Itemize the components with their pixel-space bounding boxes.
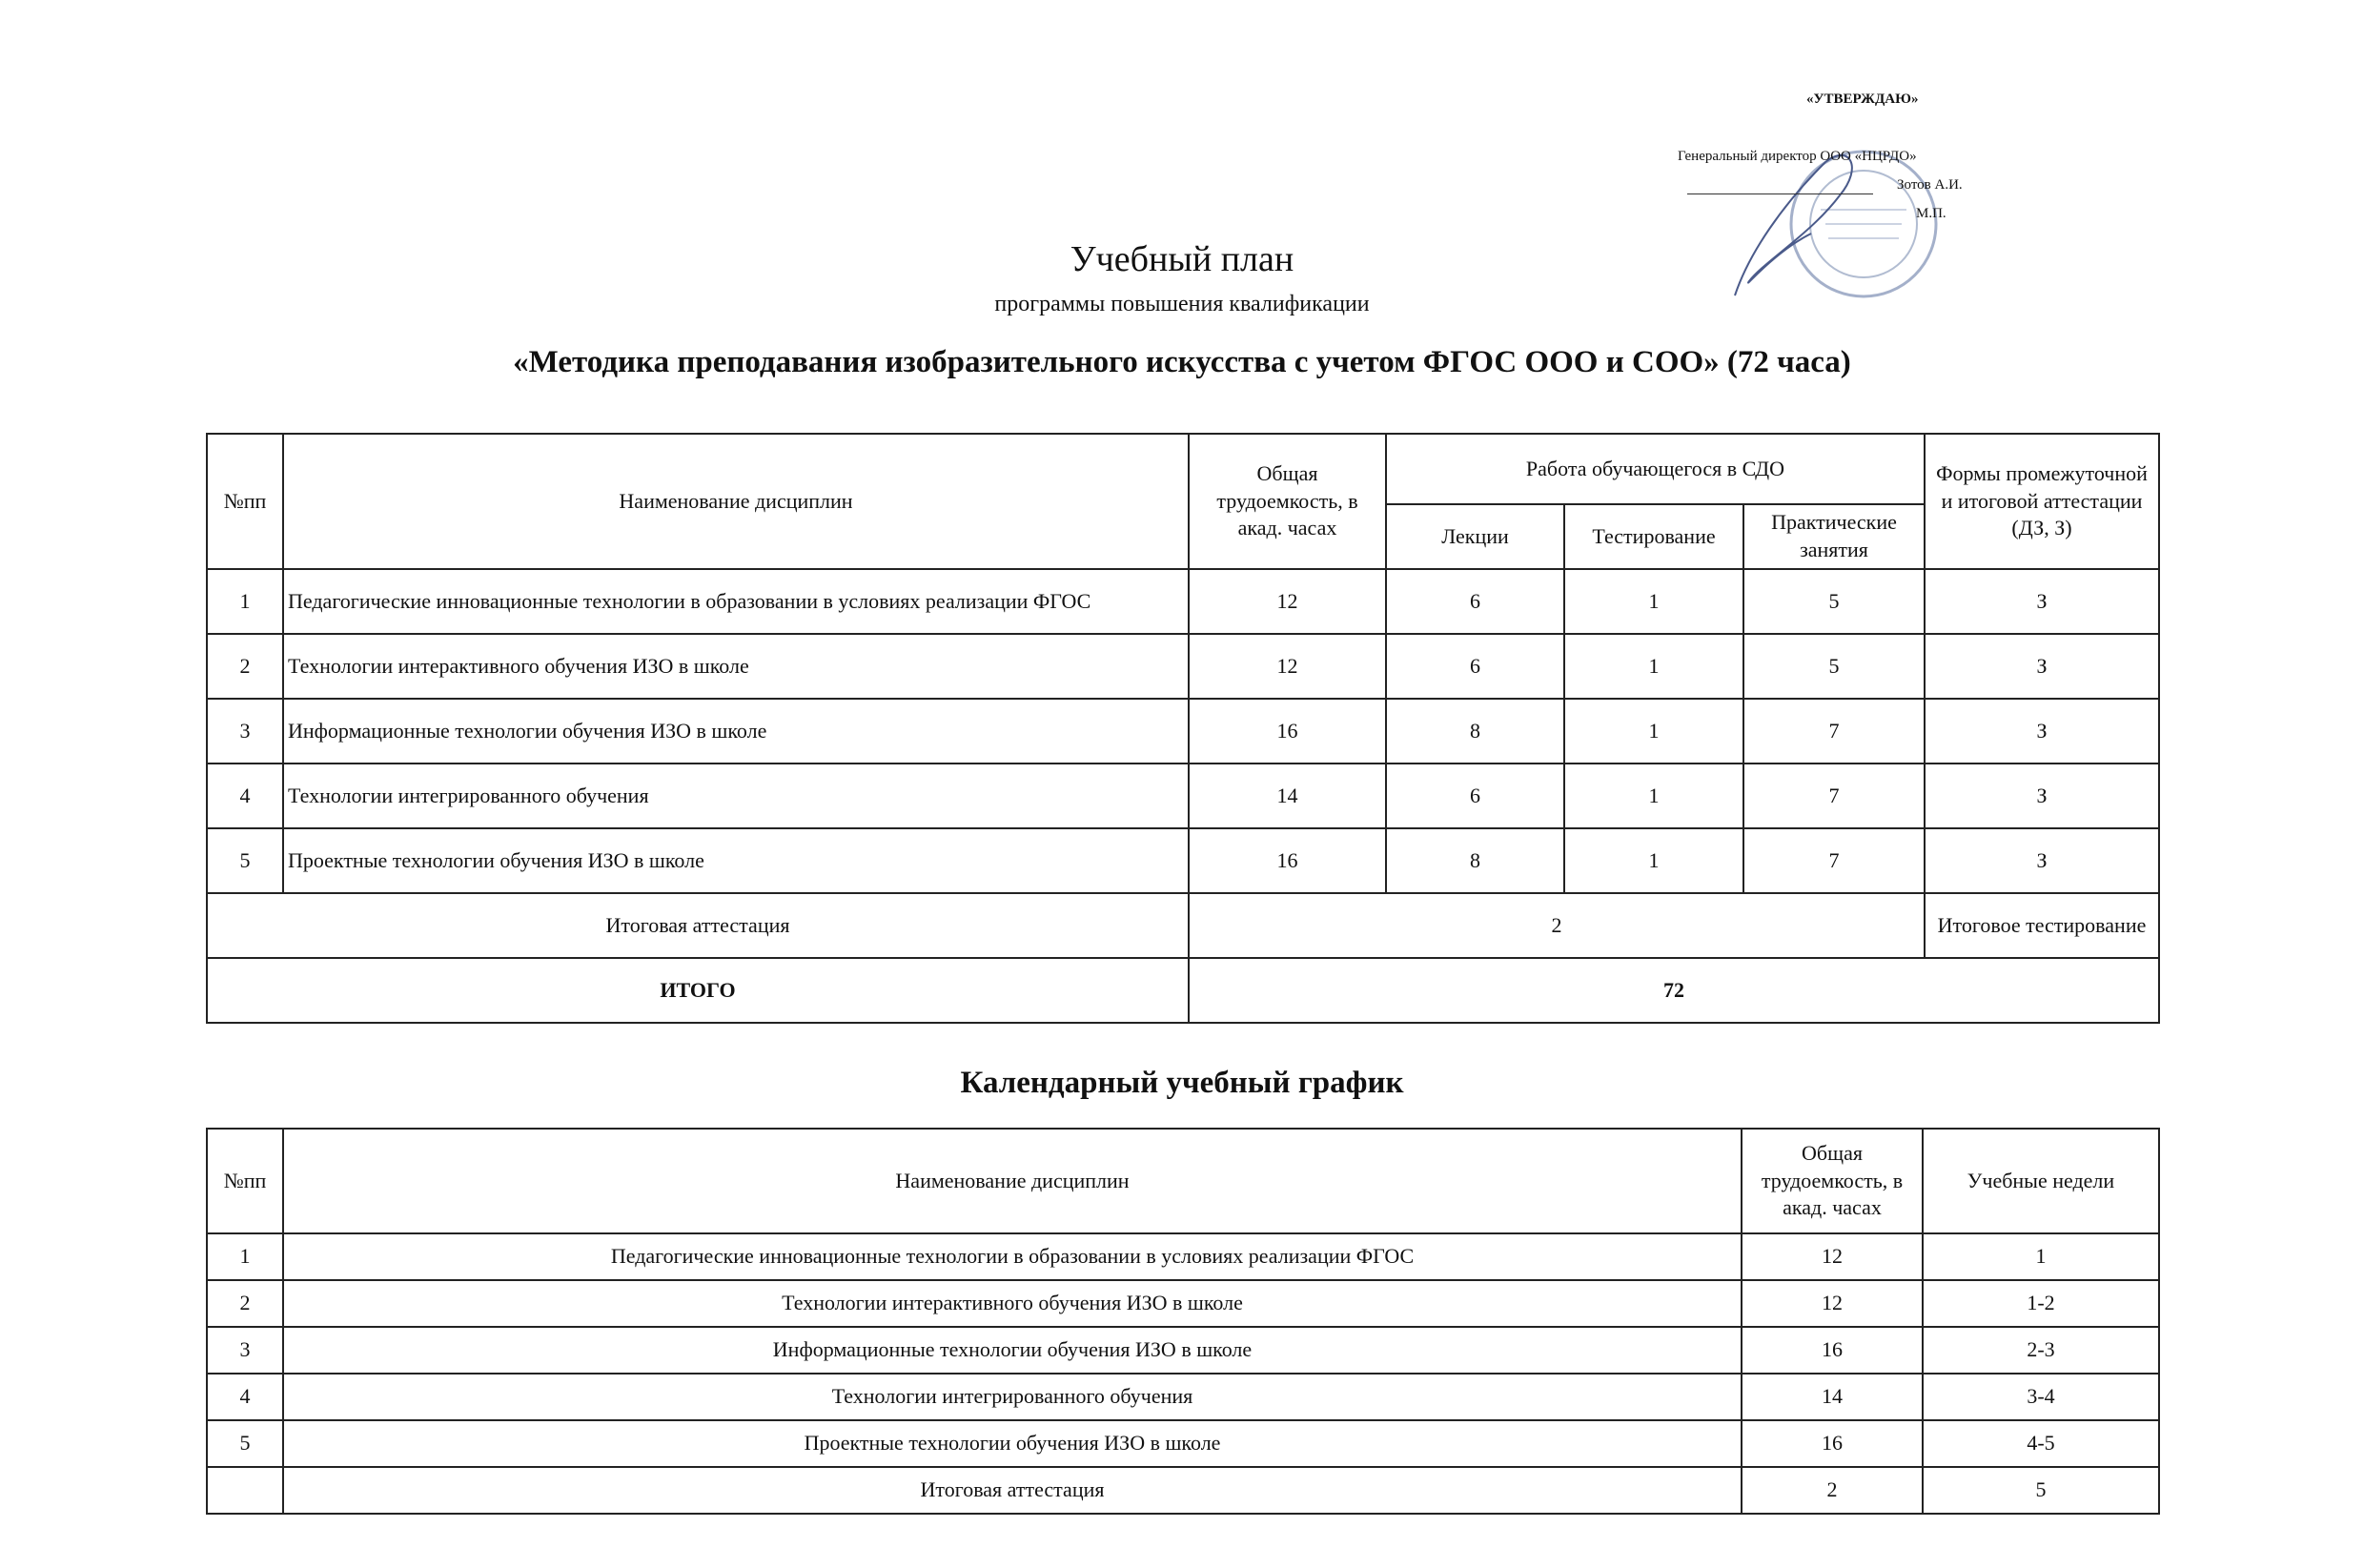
table-row [207, 699, 2159, 764]
cell-practice: 7 [1743, 764, 1925, 828]
header-work-group: Работа обучающегося в СДО [1386, 434, 1925, 504]
cell-hours: 12 [1742, 1233, 1923, 1280]
study-plan-table [206, 433, 2160, 1024]
cell-form: З [1925, 569, 2159, 634]
table-row [207, 1233, 2159, 1280]
header-num: №пп [207, 434, 283, 569]
cell-num: 5 [207, 828, 283, 893]
table-row [207, 1420, 2159, 1467]
cell-name: Итоговая аттестация [283, 1467, 1742, 1514]
cell-testing: 1 [1564, 828, 1743, 893]
calendar-table [206, 1128, 2160, 1515]
approval-position: Генеральный директор ООО «НЦРДО» [1678, 149, 1917, 164]
table-row [207, 569, 2159, 634]
cell-testing: 1 [1564, 634, 1743, 699]
cell-weeks: 3-4 [1923, 1374, 2159, 1420]
header-total: Общая трудоемкость, в акад. часах [1742, 1129, 1923, 1233]
table-row [207, 1280, 2159, 1327]
cell-hours: 2 [1742, 1467, 1923, 1514]
cell-num: 3 [207, 699, 283, 764]
cell-num: 4 [207, 764, 283, 828]
calendar-title: Календарный учебный график [960, 1066, 1404, 1100]
header-name: Наименование дисциплин [283, 434, 1189, 569]
program-name: «Методика преподавания изобразительного искусства с учетом ФГОС ООО и СОО» (72 часа) [513, 345, 1851, 379]
cell-name: Педагогические инновационные технологии в образовании в условиях реализации ФГОС [283, 1233, 1742, 1280]
header-total: Общая трудоемкость, в акад. часах [1189, 434, 1386, 569]
cell-testing: 1 [1564, 699, 1743, 764]
cell-form: З [1925, 828, 2159, 893]
cell-testing: 1 [1564, 764, 1743, 828]
header-num: №пп [207, 1129, 283, 1233]
cell-hours: 16 [1742, 1420, 1923, 1467]
cell-practice: 7 [1743, 828, 1925, 893]
stamp-place: М.П. [1916, 206, 1946, 221]
cell-name: Технологии интерактивного обучения ИЗО в школе [283, 1280, 1742, 1327]
cell-weeks: 1 [1923, 1233, 2159, 1280]
cell-practice: 5 [1743, 634, 1925, 699]
cell-lectures: 6 [1386, 634, 1564, 699]
cell-total: 12 [1189, 634, 1386, 699]
cell-testing: 1 [1564, 569, 1743, 634]
total-label: ИТОГО [207, 958, 1189, 1023]
cell-weeks: 2-3 [1923, 1327, 2159, 1374]
cell-lectures: 8 [1386, 699, 1564, 764]
cell-name: Информационные технологии обучения ИЗО в школе [283, 1327, 1742, 1374]
cell-weeks: 5 [1923, 1467, 2159, 1514]
cell-hours: 14 [1742, 1374, 1923, 1420]
total-row [207, 958, 2159, 1023]
cell-weeks: 4-5 [1923, 1420, 2159, 1467]
cell-lectures: 6 [1386, 764, 1564, 828]
signature-line [1687, 193, 1873, 194]
final-attestation-row [207, 893, 2159, 958]
cell-lectures: 6 [1386, 569, 1564, 634]
table-row [207, 764, 2159, 828]
cell-name: Технологии интегрированного обучения [283, 764, 1189, 828]
cell-name: Проектные технологии обучения ИЗО в школе [283, 828, 1189, 893]
approval-name: Зотов А.И. [1897, 177, 1963, 193]
page-subtitle: программы повышения квалификации [994, 292, 1370, 316]
cell-name: Педагогические инновационные технологии в образовании в условиях реализации ФГОС [283, 569, 1189, 634]
cell-practice: 5 [1743, 569, 1925, 634]
total-hours: 72 [1189, 958, 2159, 1023]
cell-num: 1 [207, 569, 283, 634]
header-name: Наименование дисциплин [283, 1129, 1742, 1233]
table-row [207, 1374, 2159, 1420]
cell-hours: 16 [1742, 1327, 1923, 1374]
table-row [207, 1327, 2159, 1374]
cell-form: З [1925, 634, 2159, 699]
header-forms: Формы промежуточной и итоговой аттестации (ДЗ, З) [1925, 434, 2159, 569]
cell-name: Технологии интегрированного обучения [283, 1374, 1742, 1420]
final-attestation-form: Итоговое тестирование [1925, 893, 2159, 958]
cell-form: З [1925, 764, 2159, 828]
approval-header: «УТВЕРЖДАЮ» [1806, 92, 1919, 107]
final-attestation-label: Итоговая аттестация [207, 893, 1189, 958]
page-title: Учебный план [1070, 239, 1294, 279]
cell-total: 16 [1189, 828, 1386, 893]
cell-num [207, 1467, 283, 1514]
header-testing: Тестирование [1564, 504, 1743, 569]
cell-practice: 7 [1743, 699, 1925, 764]
table-row [207, 828, 2159, 893]
cell-lectures: 8 [1386, 828, 1564, 893]
cell-total: 12 [1189, 569, 1386, 634]
cell-num: 1 [207, 1233, 283, 1280]
cell-num: 4 [207, 1374, 283, 1420]
cell-weeks: 1-2 [1923, 1280, 2159, 1327]
cell-total: 16 [1189, 699, 1386, 764]
table-row [207, 634, 2159, 699]
cell-total: 14 [1189, 764, 1386, 828]
cell-name: Технологии интерактивного обучения ИЗО в школе [283, 634, 1189, 699]
cell-hours: 12 [1742, 1280, 1923, 1327]
header-lectures: Лекции [1386, 504, 1564, 569]
cell-name: Проектные технологии обучения ИЗО в школе [283, 1420, 1742, 1467]
cell-num: 2 [207, 634, 283, 699]
table-row [207, 1467, 2159, 1514]
header-weeks: Учебные недели [1923, 1129, 2159, 1233]
cell-form: З [1925, 699, 2159, 764]
cell-num: 3 [207, 1327, 283, 1374]
final-attestation-hours: 2 [1189, 893, 1925, 958]
header-practice: Практические занятия [1743, 504, 1925, 569]
cell-name: Информационные технологии обучения ИЗО в школе [283, 699, 1189, 764]
cell-num: 2 [207, 1280, 283, 1327]
cell-num: 5 [207, 1420, 283, 1467]
